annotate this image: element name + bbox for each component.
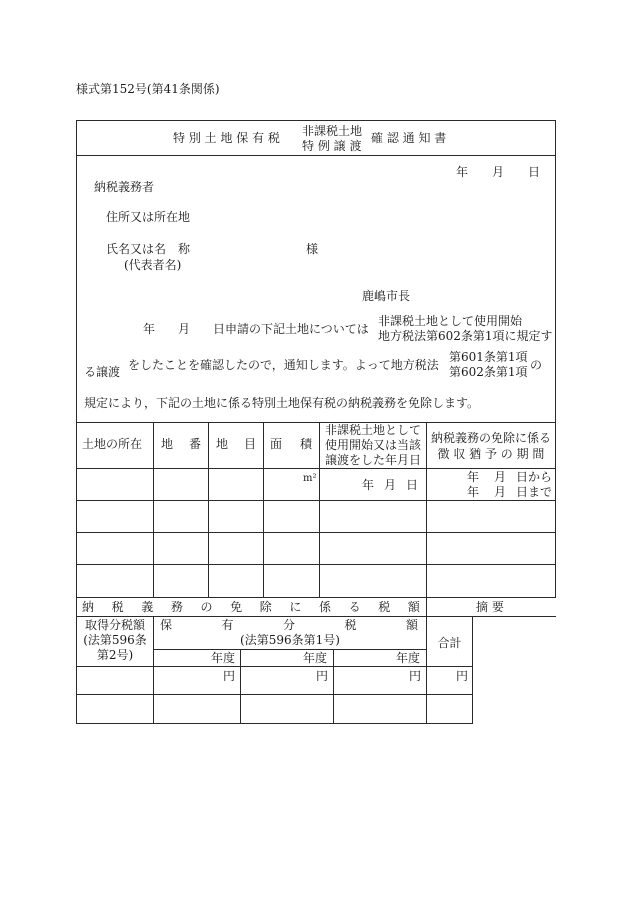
name-label: 氏名又は名 称 (106, 242, 191, 256)
frame-right (555, 120, 556, 597)
t1-row1-bottom (76, 500, 556, 501)
total-label: 合計 (437, 636, 462, 650)
title-divider (76, 155, 556, 156)
title-stack-bottom: 特 例 譲 渡 (302, 139, 362, 153)
body-jouto: る譲渡 (84, 365, 121, 379)
t2-holding-divider (153, 649, 426, 650)
t2-bottom (76, 723, 473, 724)
yen-label-1: 円 (223, 669, 236, 683)
header-chimoku: 地 目 (216, 437, 256, 451)
body-line3: 規定により，下記の土地に係る特別土地保有税の納税義務を免除します。 (84, 396, 480, 410)
frame-top (76, 120, 556, 121)
year-label-2: 年度 (303, 651, 328, 665)
date-day: 日 (528, 165, 541, 179)
body-applied: 日申請の下記土地については (213, 322, 369, 336)
holding-sub-label: (法第596条第1号) (240, 633, 340, 647)
body-stack2-bottom: 第602条第1項 (449, 365, 528, 379)
representative-label: (代表者名) (124, 258, 182, 272)
t1-col2 (208, 422, 209, 597)
t2-col5 (472, 616, 473, 724)
body-month: 月 (178, 322, 191, 336)
header-use-date: 非課税土地として 使用開始又は当該 譲渡をした年月日 (324, 423, 421, 467)
t2-col4 (426, 616, 427, 724)
t2-col3 (333, 649, 334, 724)
body-year: 年 (143, 322, 156, 336)
t1-col1 (153, 422, 154, 597)
year-label-3: 年度 (396, 651, 421, 665)
body-stack1-bottom: 地方税法第602条第1項に規定す (378, 329, 553, 343)
yen-label-2: 円 (316, 669, 329, 683)
form-label: 様式第152号(第41条関係) (76, 82, 220, 96)
t2-year-bottom (76, 666, 473, 667)
header-location: 土地の所在 (82, 437, 143, 451)
body-no: の (530, 358, 543, 372)
t1-top (76, 422, 556, 423)
row1-date-year: 年 (362, 478, 375, 492)
date-month: 月 (492, 165, 505, 179)
t1-col3 (263, 422, 264, 597)
t1-bottom (76, 597, 556, 598)
period-to-suffix: 日まで (516, 485, 553, 499)
header-chiban: 地 番 (161, 437, 201, 451)
address-label: 住所又は所在地 (106, 210, 191, 224)
period-from-year: 年 (467, 470, 480, 484)
yen-label-3: 円 (409, 669, 422, 683)
period-from-suffix: 日から (516, 470, 553, 484)
holding-label: 保 有 分 税 額 (160, 618, 418, 632)
row1-date-day: 日 (406, 478, 419, 492)
t1-header-bottom (76, 468, 556, 469)
title-stack-top: 非課税土地 (302, 124, 363, 138)
issuer-name: 鹿嶋市長 (362, 289, 411, 303)
period-to-year: 年 (467, 485, 480, 499)
t2-col2 (240, 649, 241, 724)
header-period: 納税義務の免除に係る 徴 収 猶 予 の 期 間 (430, 431, 551, 461)
summary-header: 摘 要 (476, 600, 504, 614)
t2-header-bottom (76, 616, 556, 617)
t2-header-divider (426, 597, 427, 617)
t1-row2-bottom (76, 532, 556, 533)
acquisition-label: 取得分税額 (法第596条 第2号) (83, 618, 147, 662)
row1-date-month: 月 (384, 478, 397, 492)
body-mid: をしたことを確認したので，通知します。よって地方税法 (128, 358, 439, 372)
area-unit: m² (303, 473, 317, 484)
tax-amount-header: 納 税 義 務 の 免 除 に 係 る 税 額 (82, 600, 420, 614)
t1-row3-bottom (76, 564, 556, 565)
yen-label-total: 円 (456, 669, 469, 683)
body-stack1-top: 非課税土地として使用開始 (378, 314, 523, 328)
period-from-month: 月 (494, 470, 507, 484)
period-to-month: 月 (494, 485, 507, 499)
header-menseki: 面 積 (270, 437, 312, 451)
body-stack2-top: 第601条第1項 (449, 350, 528, 364)
title-right: 確 認 通 知 書 (371, 131, 447, 145)
taxpayer-heading: 納税義務者 (94, 180, 155, 194)
date-year: 年 (456, 165, 469, 179)
year-label-1: 年度 (211, 651, 236, 665)
t2-yen-bottom (76, 694, 473, 695)
title-left: 特 別 土 地 保 有 税 (173, 131, 280, 145)
honorific: 様 (306, 242, 319, 256)
